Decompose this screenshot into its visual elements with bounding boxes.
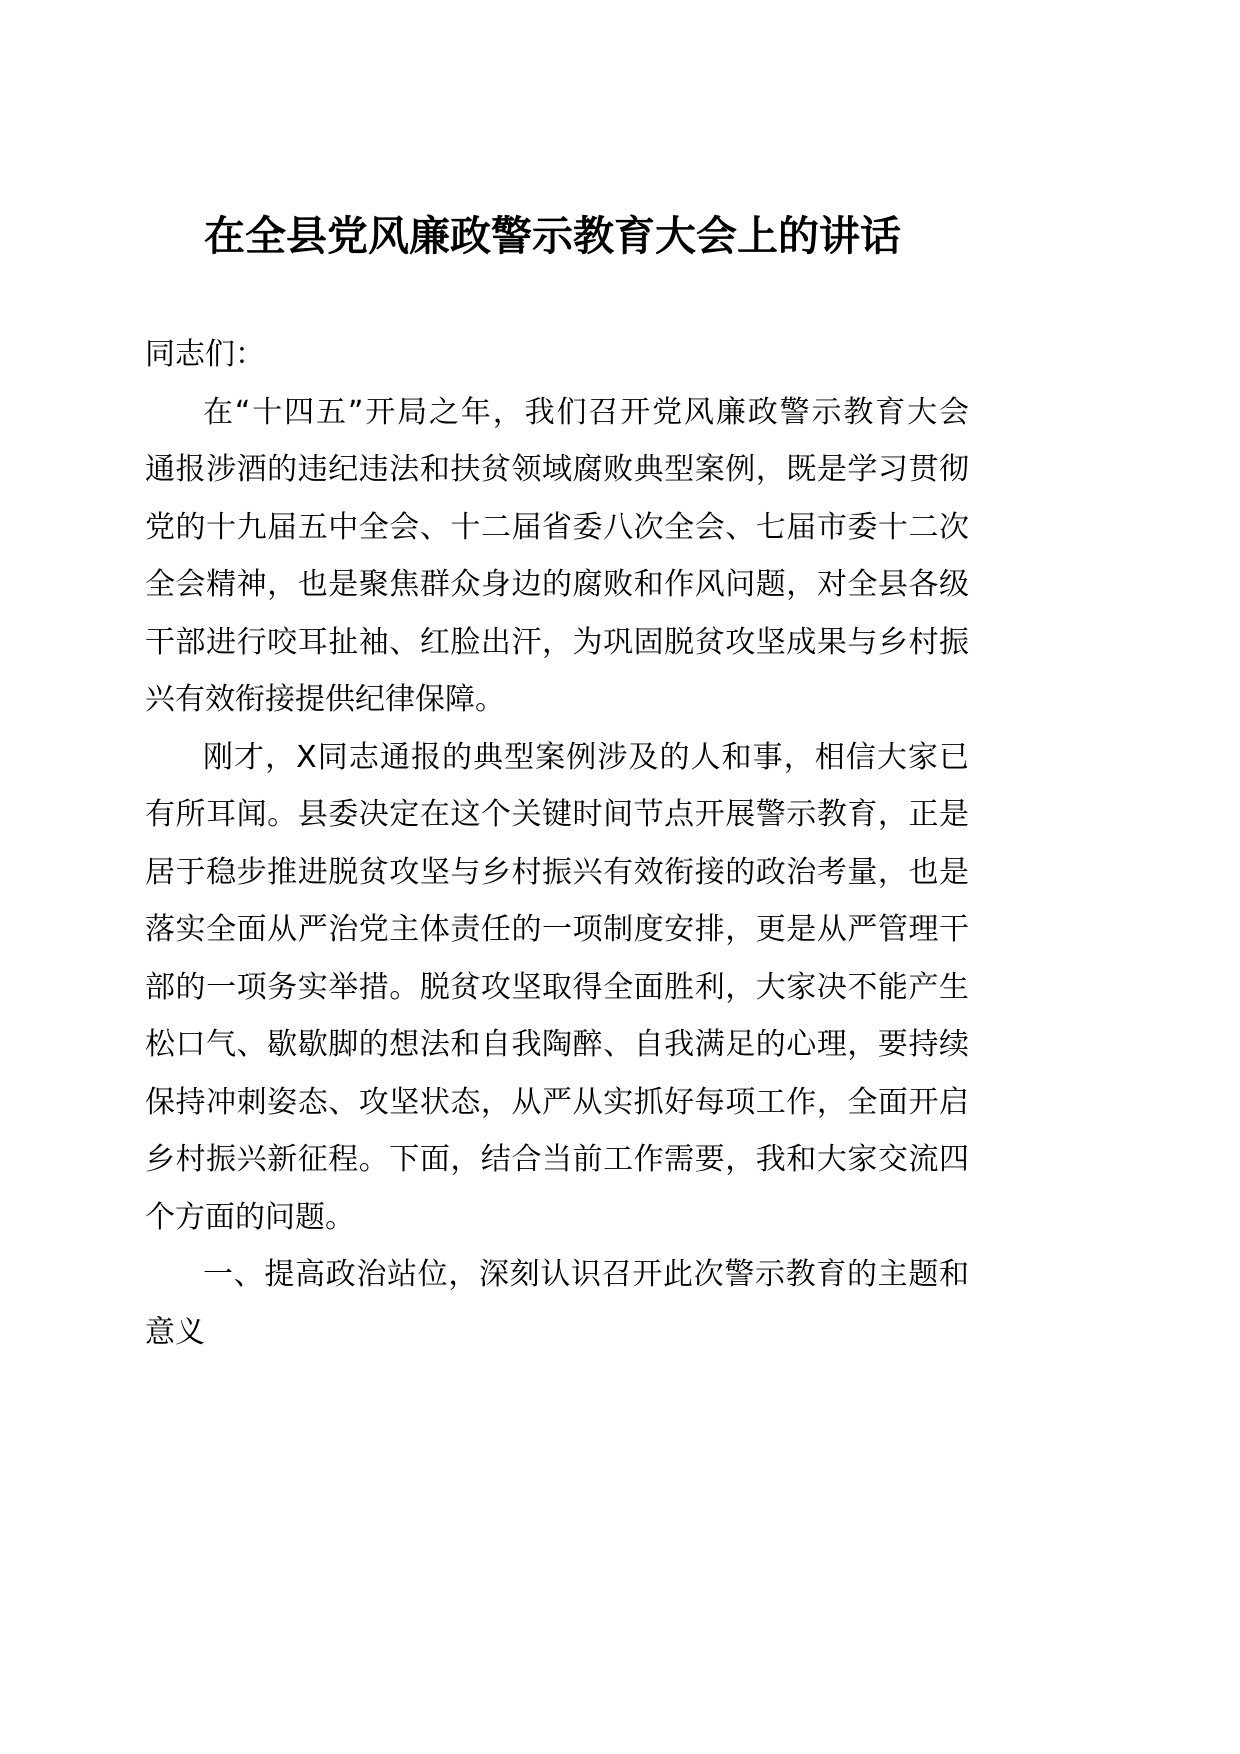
paragraph-line: 有所耳闻。县委决定在这个关键时间节点开展警示教育，正是 — [145, 797, 969, 832]
paragraph-line: 部的一项务实举措。脱贫攻坚取得全面胜利，大家决不能产生 — [145, 969, 969, 1005]
paragraph-2 — [145, 729, 969, 1247]
paragraph-line: 全会精神，也是聚焦群众身边的腐败和作风问题，对全县各级 — [145, 567, 969, 602]
paragraph-1 — [145, 384, 969, 729]
section-heading-1 — [145, 1246, 969, 1361]
paragraph-line: 个方面的问题。 — [145, 1199, 355, 1235]
document-body — [145, 326, 969, 1361]
section-heading-line: 意义 — [145, 1314, 205, 1350]
paragraph-line: 乡村振兴新征程。下面，结合当前工作需要，我和大家交流四 — [145, 1142, 969, 1177]
paragraph-line: 干部进行咬耳扯袖、红脸出汗，为巩固脱贫攻坚成果与乡村振 — [145, 624, 969, 660]
paragraph-line: 保持冲刺姿态、攻坚状态，从严从实抓好每项工作，全面开启 — [145, 1084, 969, 1120]
paragraph-line: 松口气、歇歇脚的想法和自我陶醉、自我满足的心理，要持续 — [145, 1027, 969, 1062]
document-title: 在全县党风廉政警示教育大会上的讲话 — [204, 212, 901, 260]
paragraph-line: 在“十四五”开局之年，我们召开党风廉政警示教育大会 — [203, 394, 969, 430]
paragraph-line: 通报涉酒的违纪违法和扶贫领域腐败典型案例，既是学习贯彻 — [145, 452, 969, 487]
paragraph-line: 刚才，X同志通报的典型案例涉及的人和事，相信大家已 — [203, 739, 969, 775]
paragraph-line: 兴有效衔接提供纪律保障。 — [145, 682, 505, 717]
salutation: 同志们： — [145, 337, 265, 372]
section-heading-line: 一、提高政治站位，深刻认识召开此次警示教育的主题和 — [203, 1257, 969, 1292]
paragraph-line: 党的十九届五中全会、十二届省委八次全会、七届市委十二次 — [145, 509, 969, 545]
paragraph-line: 居于稳步推进脱贫攻坚与乡村振兴有效衔接的政治考量，也是 — [145, 854, 969, 890]
paragraph-line: 落实全面从严治党主体责任的一项制度安排，更是从严管理干 — [145, 912, 969, 947]
